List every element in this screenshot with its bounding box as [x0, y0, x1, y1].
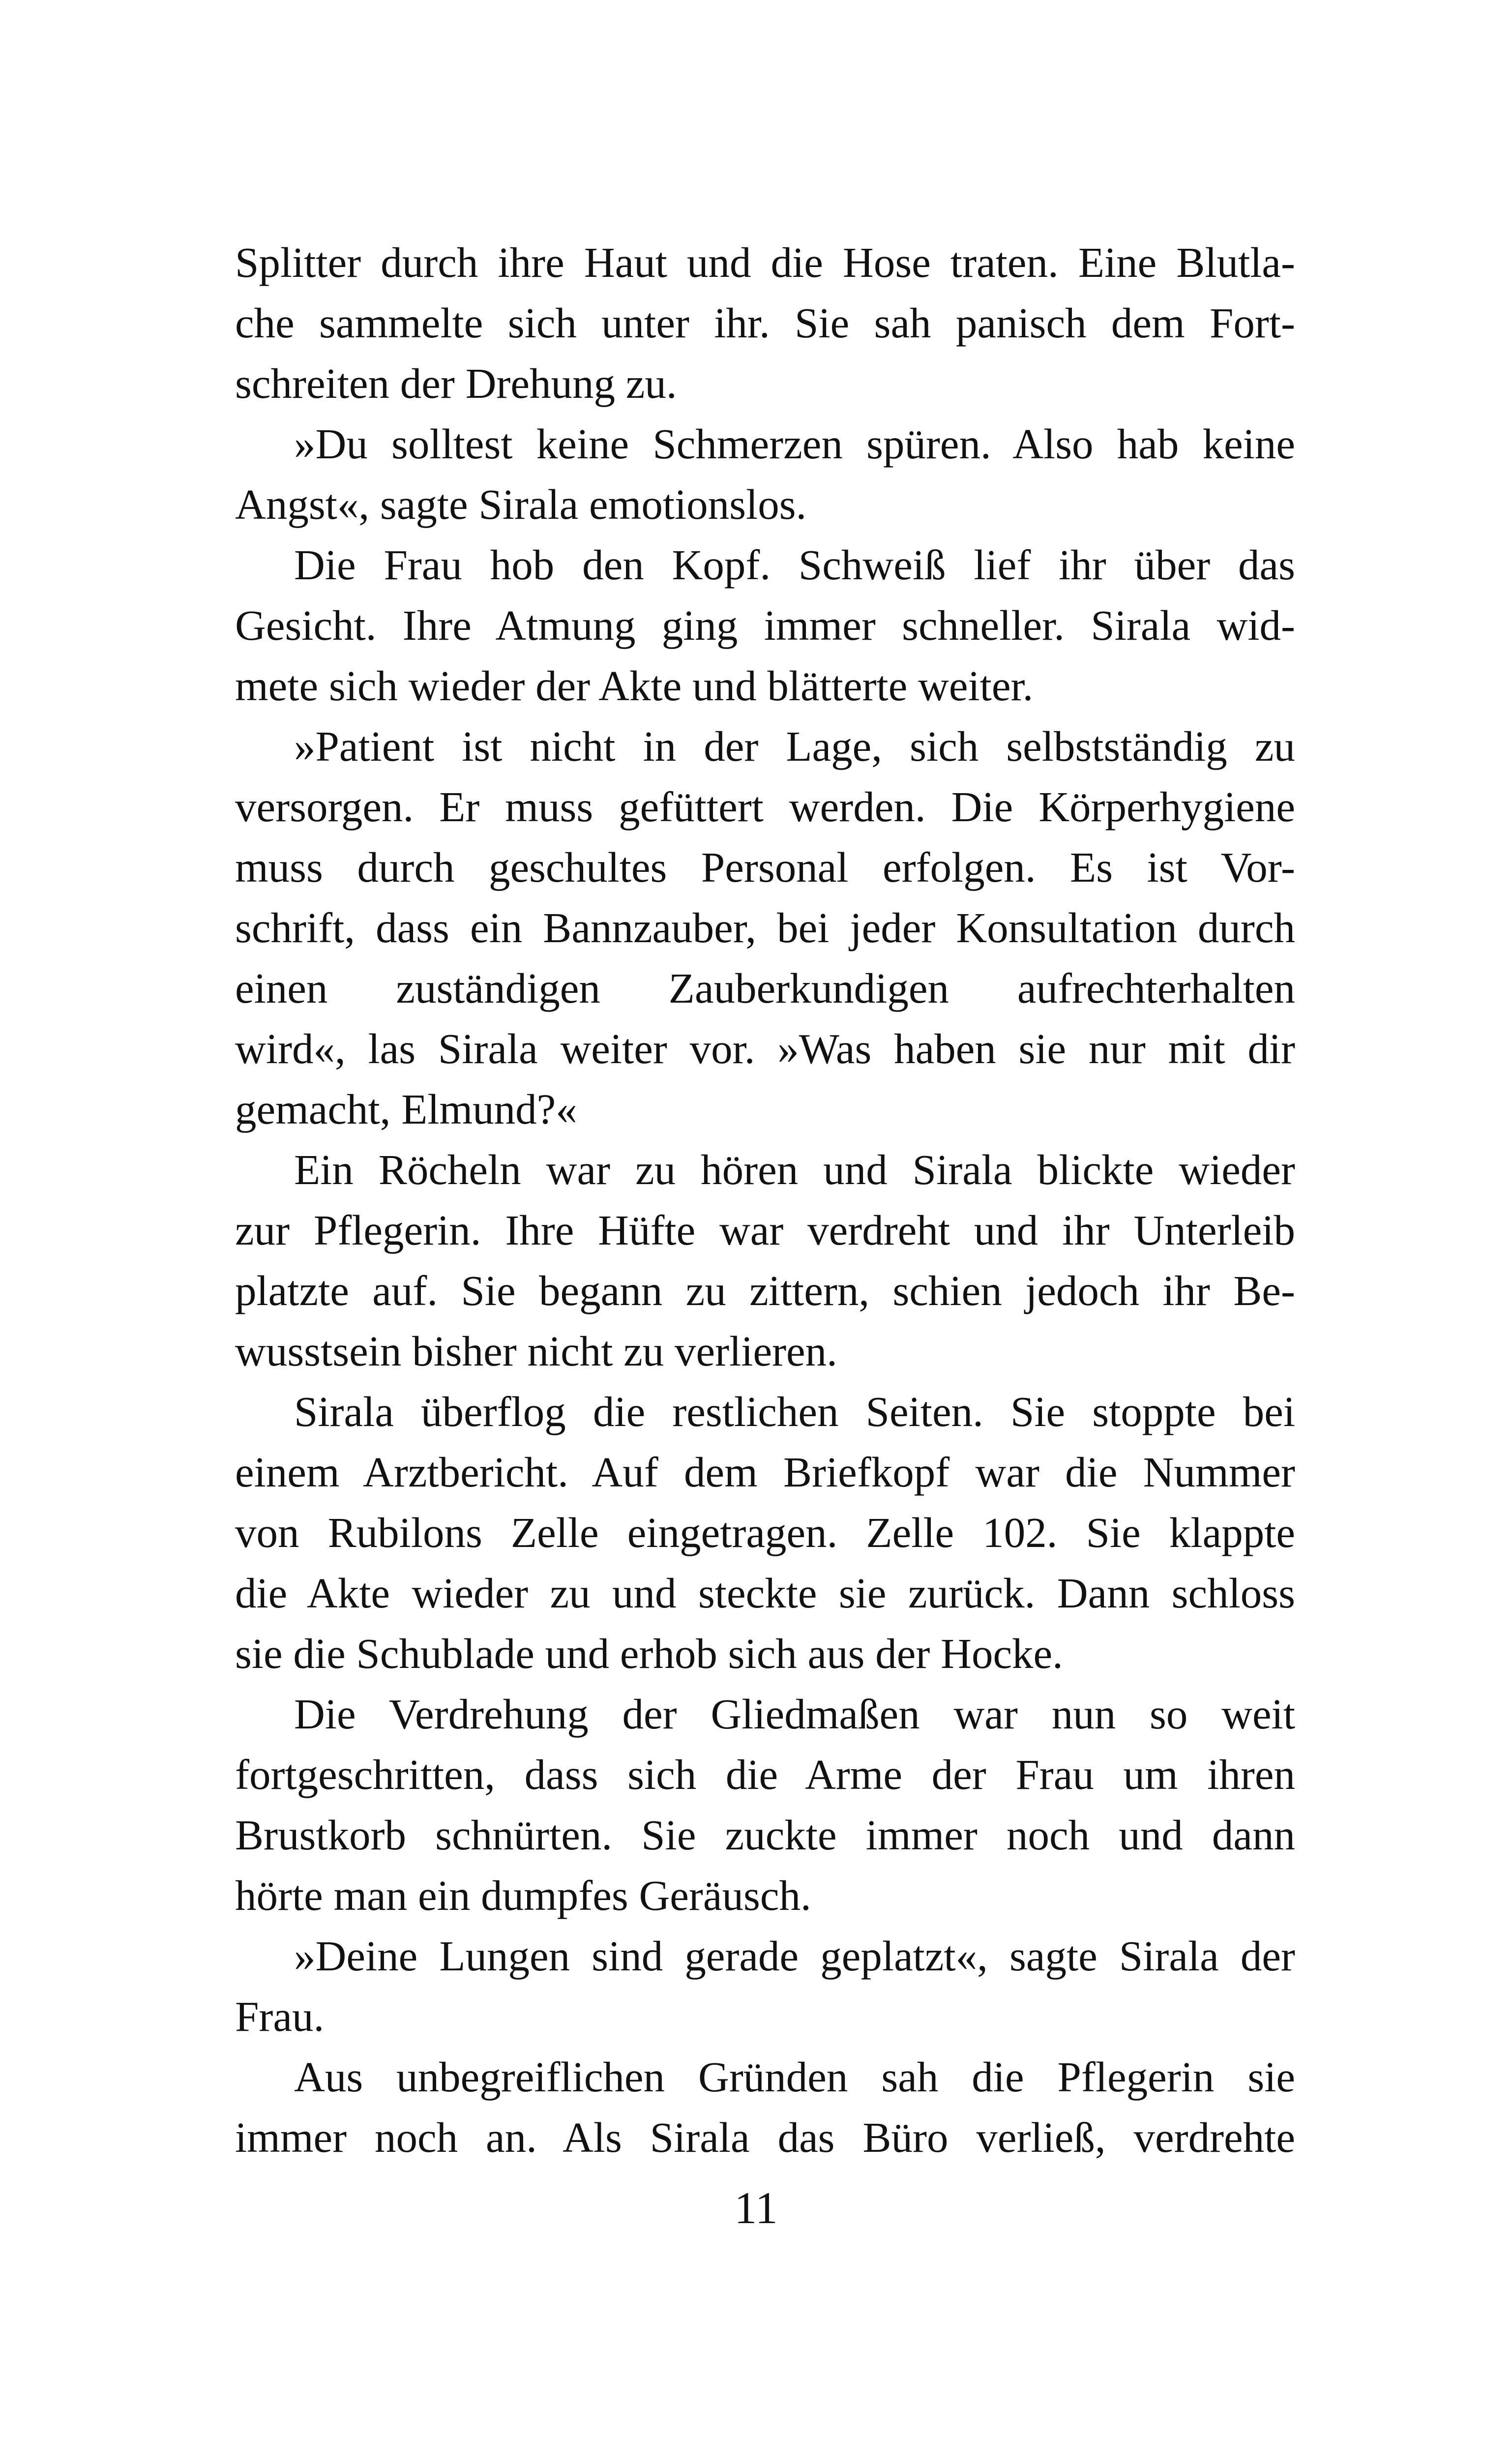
- text-line: fortgeschritten, dass sich die Arme der Frau um ihren: [235, 1751, 1295, 1798]
- text-line: wusstsein bisher nicht zu verlieren.: [235, 1327, 837, 1375]
- text-line: wird«, las Sirala weiter vor. »Was haben sie nur mit dir: [235, 1025, 1295, 1072]
- text-line: sie die Schublade und erhob sich aus der Hocke.: [235, 1630, 1063, 1677]
- text-line: mete sich wieder der Akte und blätterte weiter.: [235, 662, 1034, 710]
- text-line: schreiten der Drehung zu.: [235, 359, 677, 407]
- text-line: Ein Röcheln war zu hören und Sirala blickte wieder: [294, 1146, 1295, 1193]
- text-line: zur Pflegerin. Ihre Hüfte war verdreht und ihr Unterleib: [235, 1206, 1295, 1254]
- page-number: 11: [734, 2183, 778, 2233]
- text-line: Frau.: [235, 1992, 325, 2040]
- text-line: Brustkorb schnürten. Sie zuckte immer noch und dann: [235, 1811, 1295, 1859]
- text-line: von Rubilons Zelle eingetragen. Zelle 102. Sie klappte: [235, 1509, 1295, 1556]
- text-line: hörte man ein dumpfes Geräusch.: [235, 1872, 811, 1919]
- text-line: einem Arztbericht. Auf dem Briefkopf war die Nummer: [235, 1448, 1295, 1496]
- text-line: die Akte wieder zu und steckte sie zurück. Dann schloss: [235, 1569, 1295, 1617]
- text-line: gemacht, Elmund?«: [235, 1085, 577, 1133]
- text-line: »Du solltest keine Schmerzen spüren. Also hab keine: [294, 420, 1295, 468]
- text-line: einen zuständigen Zauberkundigen aufrechterhalten: [235, 964, 1295, 1012]
- text-line: Sirala überflog die restlichen Seiten. Sie stoppte bei: [294, 1388, 1295, 1435]
- text-line: schrift, dass ein Bannzauber, bei jeder Konsultation durch: [235, 904, 1295, 951]
- text-line: immer noch an. Als Sirala das Büro verließ, verdrehte: [235, 2113, 1295, 2161]
- text-line: Die Frau hob den Kopf. Schweiß lief ihr über das: [294, 541, 1295, 589]
- text-line: »Patient ist nicht in der Lage, sich selbstständig zu: [294, 722, 1295, 770]
- body-text: [235, 232, 1295, 2168]
- text-line: muss durch geschultes Personal erfolgen. Es ist Vor-: [235, 843, 1295, 891]
- text-line: »Deine Lungen sind gerade geplatzt«, sagte Sirala der: [294, 1932, 1295, 1980]
- text-line: che sammelte sich unter ihr. Sie sah panisch dem Fort-: [235, 299, 1295, 347]
- text-line: Angst«, sagte Sirala emotionslos.: [235, 480, 807, 528]
- text-line: platzte auf. Sie begann zu zittern, schien jedoch ihr Be-: [235, 1267, 1295, 1314]
- text-line: Die Verdrehung der Gliedmaßen war nun so weit: [294, 1690, 1295, 1738]
- text-line: versorgen. Er muss gefüttert werden. Die Körperhygiene: [235, 783, 1295, 831]
- text-line: Splitter durch ihre Haut und die Hose traten. Eine Blutla-: [235, 238, 1295, 286]
- text-line: Aus unbegreiflichen Gründen sah die Pflegerin sie: [294, 2053, 1295, 2101]
- text-line: Gesicht. Ihre Atmung ging immer schneller. Sirala wid-: [235, 601, 1295, 649]
